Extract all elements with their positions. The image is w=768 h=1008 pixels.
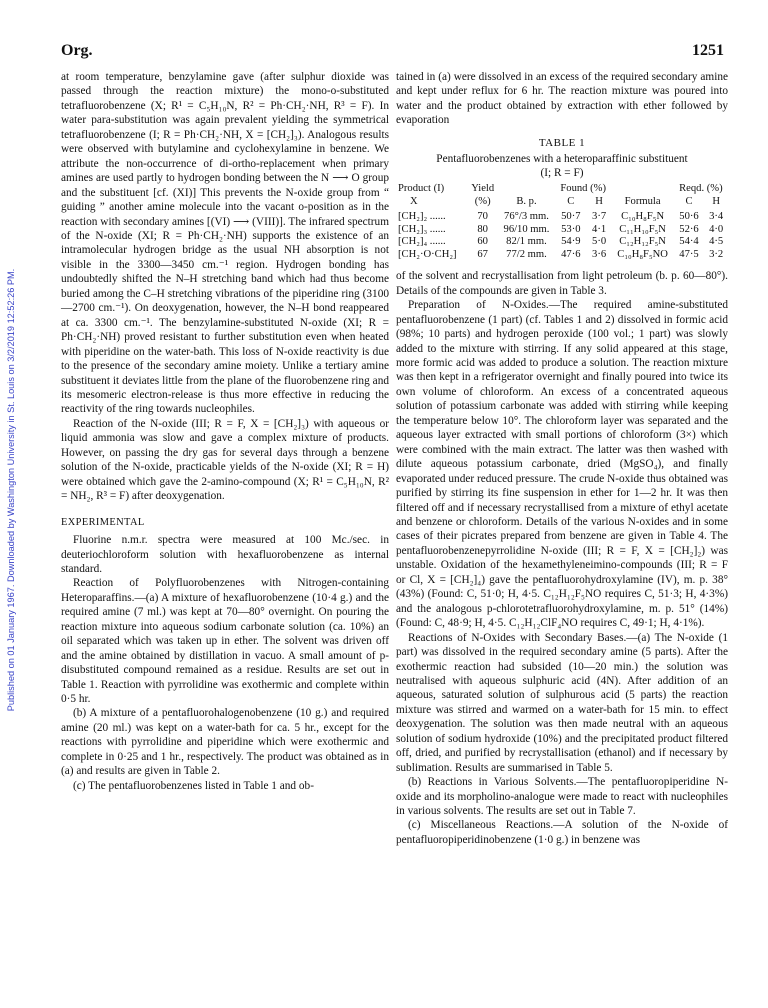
table-cell: 96/10 mm.: [503, 223, 550, 235]
page-number: 1251: [692, 42, 724, 59]
table-1-subheader-reqd-h: H: [712, 195, 720, 207]
table-cell: 3·6: [592, 248, 607, 260]
table-cell: 70: [477, 211, 488, 223]
right-column: [396, 70, 728, 847]
table-row: [396, 236, 728, 249]
table-cell: C₁₂H₁₂F₅N: [619, 236, 666, 248]
table-cell: 47·6: [561, 248, 581, 260]
table-row: [396, 224, 728, 237]
right-paragraph-2: of the solvent and recrystallisation from light petroleum (b. p. 60—80°). Details of the compounds are given in Table 3.: [396, 270, 728, 297]
table-cell: 53·0: [561, 223, 581, 235]
left-paragraph-5: (b) A mixture of a pentafluorohalogenobenzene (10 g.) and required amine (20 ml.) was kept on a water-bath for ca. 5 hr., except for the reactions with pyrrolidine and piperidine which were exothermic and complete in 0·25 and 1 hr., respectively. The product was obtained as in (a) and results are given in Table 2.: [61, 707, 389, 778]
section-heading-experimental: EXPERIMENTAL: [61, 516, 145, 528]
table-cell: 5·0: [592, 236, 607, 248]
table-cell: 50·6: [679, 211, 699, 223]
table-1-subheader-bp: B. p.: [516, 195, 537, 207]
left-paragraph-4: Reaction of Polyfluorobenzenes with Nitrogen-containing Heteroparaffins.—(a) A mixture of hexafluorobenzene (10·4 g.) and the required amine (7 ml.) was kept at 70—80° overnight. On pouring the reaction mixture into aqueous sodium carbonate solution (ca. 10%) an oil separated which was taken up in ether. The solvent was driven off and the amine obtained by distillation in vacuo. A small amount of p-disubstituted compound remained as a residue. Results are set out in Table 1. Reaction with pyrrolidine was exothermic and complete within 0·5 hr.: [61, 577, 389, 706]
table-cell: 4·1: [592, 223, 607, 235]
table-1-header-reqd: Reqd. (%): [679, 183, 723, 195]
table-1-subheader-found-h: H: [595, 195, 603, 207]
download-notice-text: Published on 01 January 1967. Downloaded by Washington University in St. Louis on 3/2/2019 12:52:26 PM.: [6, 268, 16, 712]
table-cell: 3·2: [709, 248, 724, 260]
right-paragraph-1: tained in (a) were dissolved in an excess of the required secondary amine and kept under reflux for 6 hr. The reaction mixture was poured into water and the product obtained by extraction with ether followed by evaporation: [396, 71, 728, 127]
table-cell: 67: [477, 248, 488, 260]
left-paragraph-2: Reaction of the N-oxide (III; R = F, X = [CH₂]₃) with aqueous or liquid ammonia was slow and gave a complex mixture of products. However, on passing the dry gas for several days through a benzene solution of the N-oxide, practicable yields of the N-oxide (XI; R = H) were obtained which gave the 2-amino-compound (X; R¹ = C₅H₁₀N, R² = NH₂, R³ = F) after deoxygenation.: [61, 417, 389, 503]
table-1-caption: [396, 152, 728, 180]
table-1-subheader-found-c: C: [567, 195, 575, 207]
right-paragraph-5: (b) Reactions in Various Solvents.—The pentafluoropiperidine N-oxide and its morpholino-analogue were made to react with nucleophiles in various solvents. The results are set out in Table 7.: [396, 776, 728, 818]
table-cell: 52·6: [679, 223, 699, 235]
table-cell: 54·9: [561, 236, 581, 248]
table-1-caption-line-2: (I; R = F): [540, 167, 584, 180]
table-row: [396, 249, 728, 262]
table-cell: 3·4: [709, 211, 724, 223]
right-paragraph-4: Reactions of N-Oxides with Secondary Bases.—(a) The N-oxide (1 part) was dissolved in the required secondary amine (5 parts). After the exothermic reaction had subsided (10—20 min.) the solution was neutralised with aqueous sulphuric acid (4N). After addition of an aqueous, saturated solution of sulphurous acid (5 parts) the reaction mixture was stirred and warmed on a water-bath for 15 min. to effect deoxygenation. The solution was then made neutral with an aqueous solution of sodium hydroxide (10%) and the precipitated product filtered off, dried, and purified by recrystallisation (ethanol) and if necessary by sublimation. Results are summarised in Table 5.: [396, 631, 728, 774]
table-cell: 60: [477, 236, 488, 248]
table-cell: 82/1 mm.: [506, 236, 547, 248]
table-cell: 47·5: [679, 248, 699, 260]
table-cell: [CH₂]₂ ......: [398, 211, 446, 223]
table-cell: 4·5: [709, 236, 724, 248]
table-cell: 77/2 mm.: [506, 248, 547, 260]
table-1-title: TABLE 1: [538, 136, 586, 149]
table-cell: 76°/3 mm.: [504, 211, 549, 223]
table-1-grid: [396, 183, 728, 261]
left-paragraph-6: (c) The pentafluorobenzenes listed in Table 1 and ob-: [73, 779, 314, 792]
left-column: [61, 70, 389, 793]
table-cell: [CH₂·O·CH₂]: [398, 248, 457, 260]
table-1-caption-line-1: Pentafluorobenzenes with a heteroparaffinic substituent: [436, 153, 688, 166]
page-header: [61, 42, 724, 64]
table-1-header-product: Product (I): [398, 183, 445, 195]
left-paragraph-3: Fluorine n.m.r. spectra were measured at 100 Mc./sec. in deuteriochloroform solution with hexafluorobenzene as internal standard.: [61, 534, 389, 575]
table-cell: 50·7: [561, 211, 581, 223]
table-cell: C₁₀H₈F₅NO: [617, 248, 668, 260]
left-paragraph-1: at room temperature, benzylamine gave (after sulphur dioxide was passed through the reaction mixture) the mono-o-substituted tetrafluorobenzene (X; R¹ = C₅H₁₀N, R² = Ph·CH₂·NH, R³ = F). In water para-substitution was again prevalent yielding the symmetrical tetrafluorobenzene (I; R = Ph·CH₂·NH, X = [CH₂]₃). Analogous results were observed with butylamine and cyclohexylamine in benzene. We attribute the non-occurrence of di-ortho-replacement when primary amines are used partly to hydrogen bonding between the N ⟶ O group and the substituent [cf. (XI)] This prevents the N-oxide group from “ guiding ” another amine molecule into the vacant o-position as in the reaction with secondary amines [(VI) ⟶ (VIII)]. The infrared spectrum of the N-oxide (XI; R = Ph·CH₂·NH) supports the existence of an intramolecular hydrogen bridge as the usual NH absorption is not visible in the 3300—3450 cm.⁻¹ region. Hydrogen bonding has undoubtedly shifted the N–H stretching band which had thus become buried among the C–H stretching vibrations of the piperidine ring (3100—2700 cm.⁻¹). On deoxygenation, however, the N–H bond reappeared at ca. 3300 cm.⁻¹. The benzylamine-substituted N-oxide (XI; R = Ph·CH₂·NH) proved resistant to further substitution even when heated with piperidine on the water-bath. This loss of N-oxide reactivity is due to the presence of the secondary amine moiety. Unlike a tertiary amine substituent it deviates little from the plane of the fluorobenzene ring and its mesomeric electron-release is thus more effective in reducing the reactivity of the ring towards nucleophiles.: [61, 71, 389, 416]
right-paragraph-3: Preparation of N-Oxides.—The required amine-substituted pentafluorobenzene (1 part) (cf. Tables 1 and 2) dissolved in formic acid (98%; 10 parts) and hydrogen peroxide (100 vol.; 1 part) was slowly added to the mixture with stirring. If any solid appeared at this stage, more formic acid was added to produce a solution. The reaction mixture was then kept in a refrigerator overnight and finally poured into twice its own volume of chloroform. An excess of a concentrated aqueous solution of potassium carbonate was added with stirring while keeping the temperature below 10°. The chloroform layer was separated and the aqueous layer extracted with small portions of chloroform (3×) which were combined with the main extract. The latter was then washed with dilute aqueous potassium carbonate, dried (MgSO₄), and finally evaporated under reduced pressure. The crude N-oxide thus obtained was purified by stirring its fine suspension in ether for 1—2 hr. It was then filtered off and if necessary recrystallised from a mixture of ethyl acetate and benzene or chloroform. Details of the various N-oxides and in some cases of their picrates prepared from benzene are given in Table 4. The pentafluorobenzenepyrrolidine N-oxide (III; R = F, X = [CH₂]₂) was unstable. Oxidation of the hexamethyleneimino-compounds (III; R = F or Cl, X = [CH₂]₄) gave the pentafluorohydroxylamine (IV), m. p. 38° (43%) (Found: C, 51·0; H, 4·5. C₁₂H₁₂F₅NO requires C, 51·3; H, 4·3%) and the analogous p-chlorotetrafluorohydroxylamine, m. p. 51° (14%) (Found: C, 48·9; H, 4·5. C₁₂H₁₂ClF₄NO requires C, 49·1; H, 4·1%).: [396, 299, 728, 630]
table-1-header-found: Found (%): [560, 183, 606, 195]
table-1-subheader-formula: Formula: [624, 195, 661, 207]
table-cell: 3·7: [592, 211, 607, 223]
table-1-subheader-x: X: [410, 195, 418, 207]
table-1-subheader-reqd-c: C: [685, 195, 693, 207]
table-row: [396, 211, 728, 224]
table-1-subheader-yield: (%): [474, 195, 491, 207]
journal-section-title: Org.: [61, 42, 93, 59]
table-cell: [CH₂]₃ ......: [398, 223, 446, 235]
download-notice: [4, 150, 18, 830]
table-1-header-blank-2: [611, 183, 673, 196]
table-cell: [CH₂]₄ ......: [398, 236, 446, 248]
table-cell: 80: [477, 223, 488, 235]
table-1-header-yield: Yield: [471, 183, 495, 195]
table-cell: C₁₀H₈F₅N: [621, 211, 665, 223]
table-cell: 4·0: [709, 223, 724, 235]
table-cell: 54·4: [679, 236, 699, 248]
table-cell: C₁₁H₁₀F₅N: [619, 223, 666, 235]
table-1-header-blank: [498, 183, 555, 196]
right-paragraph-6: (c) Miscellaneous Reactions.—A solution of the N-oxide of pentafluoropiperidinobenzene (1·0 g.) in benzene was: [396, 819, 728, 846]
table-1: [396, 136, 728, 261]
